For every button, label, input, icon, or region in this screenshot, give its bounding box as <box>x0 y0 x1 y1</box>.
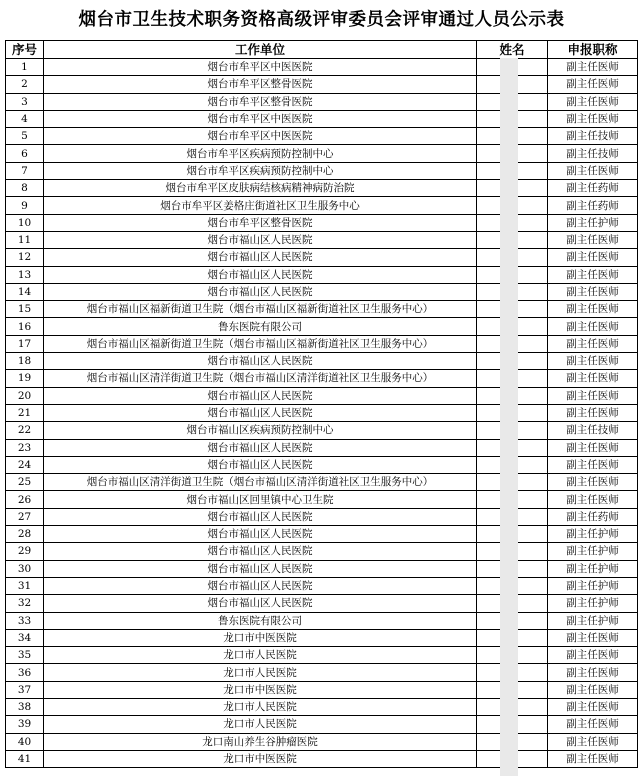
cell-title: 副主任医师 <box>548 283 638 300</box>
cell-unit: 龙口市人民医院 <box>44 664 477 681</box>
cell-unit: 龙口南山养生谷肿瘤医院 <box>44 733 477 750</box>
cell-seq: 35 <box>6 647 44 664</box>
cell-title: 副主任护师 <box>548 577 638 594</box>
cell-unit: 鲁东医院有限公司 <box>44 318 477 335</box>
cell-unit: 烟台市福山区福新街道卫生院（烟台市福山区福新街道社区卫生服务中心） <box>44 335 477 352</box>
cell-title: 副主任医师 <box>548 335 638 352</box>
cell-title: 副主任医师 <box>548 387 638 404</box>
cell-seq: 31 <box>6 577 44 594</box>
cell-title: 副主任医师 <box>548 110 638 127</box>
cell-seq: 18 <box>6 353 44 370</box>
cell-seq: 25 <box>6 474 44 491</box>
cell-unit: 烟台市福山区人民医院 <box>44 526 477 543</box>
cell-title: 副主任医师 <box>548 59 638 76</box>
cell-title: 副主任药师 <box>548 508 638 525</box>
cell-seq: 13 <box>6 266 44 283</box>
cell-unit: 烟台市福山区人民医院 <box>44 283 477 300</box>
table-row <box>6 716 638 733</box>
cell-seq: 33 <box>6 612 44 629</box>
cell-seq: 15 <box>6 301 44 318</box>
table-row <box>6 370 638 387</box>
cell-seq: 10 <box>6 214 44 231</box>
cell-title: 副主任医师 <box>548 647 638 664</box>
header-unit: 工作单位 <box>44 41 477 59</box>
cell-seq: 3 <box>6 93 44 110</box>
cell-unit: 鲁东医院有限公司 <box>44 612 477 629</box>
cell-seq: 19 <box>6 370 44 387</box>
cell-seq: 28 <box>6 526 44 543</box>
cell-unit: 烟台市牟平区整骨医院 <box>44 76 477 93</box>
cell-unit: 烟台市牟平区皮肤病结核病精神病防治院 <box>44 180 477 197</box>
table-row <box>6 474 638 491</box>
cell-unit: 龙口市人民医院 <box>44 647 477 664</box>
cell-unit: 烟台市福山区人民医院 <box>44 249 477 266</box>
cell-unit: 烟台市牟平区疾病预防控制中心 <box>44 162 477 179</box>
cell-unit: 烟台市福山区人民医院 <box>44 266 477 283</box>
table-row <box>6 629 638 646</box>
table-row <box>6 508 638 525</box>
cell-unit: 烟台市福山区人民医院 <box>44 508 477 525</box>
cell-title: 副主任医师 <box>548 231 638 248</box>
cell-seq: 9 <box>6 197 44 214</box>
cell-unit: 烟台市福山区人民医院 <box>44 387 477 404</box>
cell-unit: 龙口市中医医院 <box>44 629 477 646</box>
cell-seq: 16 <box>6 318 44 335</box>
table-row <box>6 318 638 335</box>
table-row <box>6 560 638 577</box>
cell-seq: 17 <box>6 335 44 352</box>
cell-unit: 烟台市牟平区疾病预防控制中心 <box>44 145 477 162</box>
cell-seq: 26 <box>6 491 44 508</box>
table-row <box>6 577 638 594</box>
cell-seq: 14 <box>6 283 44 300</box>
table-row <box>6 698 638 715</box>
cell-title: 副主任医师 <box>548 733 638 750</box>
cell-seq: 32 <box>6 595 44 612</box>
cell-unit: 烟台市福山区人民医院 <box>44 577 477 594</box>
cell-title: 副主任护师 <box>548 543 638 560</box>
cell-seq: 7 <box>6 162 44 179</box>
cell-unit: 烟台市福山区人民医院 <box>44 404 477 421</box>
personnel-table <box>5 40 638 768</box>
cell-title: 副主任护师 <box>548 612 638 629</box>
cell-seq: 20 <box>6 387 44 404</box>
cell-seq: 40 <box>6 733 44 750</box>
cell-seq: 6 <box>6 145 44 162</box>
table-row <box>6 664 638 681</box>
cell-title: 副主任医师 <box>548 698 638 715</box>
cell-title: 副主任医师 <box>548 474 638 491</box>
table-row <box>6 543 638 560</box>
table-row <box>6 197 638 214</box>
cell-unit: 烟台市福山区清洋街道卫生院（烟台市福山区清洋街道社区卫生服务中心） <box>44 474 477 491</box>
table-row <box>6 750 638 767</box>
cell-seq: 36 <box>6 664 44 681</box>
cell-unit: 烟台市福山区人民医院 <box>44 231 477 248</box>
table-row <box>6 301 638 318</box>
cell-seq: 37 <box>6 681 44 698</box>
table-row <box>6 491 638 508</box>
cell-seq: 27 <box>6 508 44 525</box>
table-row <box>6 595 638 612</box>
table-row <box>6 266 638 283</box>
table-row <box>6 612 638 629</box>
table-row <box>6 439 638 456</box>
cell-seq: 38 <box>6 698 44 715</box>
cell-seq: 22 <box>6 422 44 439</box>
table-row <box>6 249 638 266</box>
cell-title: 副主任护师 <box>548 214 638 231</box>
cell-unit: 烟台市福山区人民医院 <box>44 439 477 456</box>
cell-unit: 烟台市福山区人民医院 <box>44 543 477 560</box>
cell-title: 副主任医师 <box>548 318 638 335</box>
cell-seq: 8 <box>6 180 44 197</box>
cell-seq: 4 <box>6 110 44 127</box>
cell-seq: 39 <box>6 716 44 733</box>
cell-title: 副主任医师 <box>548 76 638 93</box>
cell-seq: 2 <box>6 76 44 93</box>
header-seq: 序号 <box>6 41 44 59</box>
cell-unit: 烟台市牟平区中医医院 <box>44 59 477 76</box>
header-name: 姓名 <box>477 41 548 59</box>
cell-title: 副主任医师 <box>548 439 638 456</box>
cell-seq: 11 <box>6 231 44 248</box>
table-row <box>6 422 638 439</box>
cell-title: 副主任医师 <box>548 750 638 767</box>
table-row <box>6 733 638 750</box>
table-row <box>6 283 638 300</box>
cell-title: 副主任护师 <box>548 560 638 577</box>
table-row <box>6 110 638 127</box>
cell-title: 副主任药师 <box>548 197 638 214</box>
cell-unit: 龙口市中医医院 <box>44 750 477 767</box>
cell-title: 副主任医师 <box>548 456 638 473</box>
cell-title: 副主任技师 <box>548 128 638 145</box>
cell-title: 副主任护师 <box>548 526 638 543</box>
table-row <box>6 681 638 698</box>
header-title: 申报职称 <box>548 41 638 59</box>
table-row <box>6 214 638 231</box>
cell-title: 副主任医师 <box>548 353 638 370</box>
table-row <box>6 335 638 352</box>
cell-title: 副主任技师 <box>548 422 638 439</box>
cell-title: 副主任医师 <box>548 681 638 698</box>
cell-unit: 龙口市人民医院 <box>44 716 477 733</box>
table-row <box>6 93 638 110</box>
cell-title: 副主任医师 <box>548 301 638 318</box>
cell-unit: 烟台市福山区清洋街道卫生院（烟台市福山区清洋街道社区卫生服务中心） <box>44 370 477 387</box>
cell-title: 副主任药师 <box>548 180 638 197</box>
cell-unit: 龙口市中医医院 <box>44 681 477 698</box>
cell-unit: 烟台市福山区人民医院 <box>44 353 477 370</box>
cell-unit: 烟台市福山区人民医院 <box>44 560 477 577</box>
cell-title: 副主任医师 <box>548 266 638 283</box>
cell-unit: 烟台市福山区福新街道卫生院（烟台市福山区福新街道社区卫生服务中心） <box>44 301 477 318</box>
table-header-row <box>6 41 638 59</box>
cell-unit: 烟台市福山区人民医院 <box>44 456 477 473</box>
cell-unit: 烟台市牟平区姜格庄街道社区卫生服务中心 <box>44 197 477 214</box>
table-row <box>6 456 638 473</box>
cell-unit: 烟台市福山区回里镇中心卫生院 <box>44 491 477 508</box>
cell-title: 副主任护师 <box>548 595 638 612</box>
table-row <box>6 128 638 145</box>
cell-unit: 烟台市牟平区中医医院 <box>44 110 477 127</box>
cell-seq: 5 <box>6 128 44 145</box>
table-row <box>6 162 638 179</box>
cell-seq: 34 <box>6 629 44 646</box>
cell-title: 副主任医师 <box>548 162 638 179</box>
cell-title: 副主任医师 <box>548 93 638 110</box>
cell-title: 副主任医师 <box>548 629 638 646</box>
cell-title: 副主任医师 <box>548 249 638 266</box>
cell-seq: 1 <box>6 59 44 76</box>
table-row <box>6 180 638 197</box>
table-row <box>6 76 638 93</box>
table-row <box>6 231 638 248</box>
cell-seq: 21 <box>6 404 44 421</box>
cell-seq: 29 <box>6 543 44 560</box>
cell-unit: 龙口市人民医院 <box>44 698 477 715</box>
cell-seq: 12 <box>6 249 44 266</box>
cell-seq: 41 <box>6 750 44 767</box>
cell-unit: 烟台市福山区人民医院 <box>44 595 477 612</box>
table-row <box>6 404 638 421</box>
table-row <box>6 353 638 370</box>
cell-unit: 烟台市福山区疾病预防控制中心 <box>44 422 477 439</box>
table-row <box>6 526 638 543</box>
cell-title: 副主任医师 <box>548 404 638 421</box>
table-row <box>6 145 638 162</box>
cell-title: 副主任医师 <box>548 491 638 508</box>
cell-unit: 烟台市牟平区中医医院 <box>44 128 477 145</box>
redaction-bar <box>500 58 518 776</box>
cell-unit: 烟台市牟平区整骨医院 <box>44 93 477 110</box>
cell-unit: 烟台市牟平区整骨医院 <box>44 214 477 231</box>
cell-seq: 30 <box>6 560 44 577</box>
document-title: 烟台市卫生技术职务资格高级评审委员会评审通过人员公示表 <box>78 10 565 30</box>
cell-seq: 23 <box>6 439 44 456</box>
table-row <box>6 387 638 404</box>
cell-title: 副主任医师 <box>548 664 638 681</box>
table-row <box>6 647 638 664</box>
cell-title: 副主任医师 <box>548 716 638 733</box>
cell-seq: 24 <box>6 456 44 473</box>
cell-title: 副主任技师 <box>548 145 638 162</box>
cell-title: 副主任医师 <box>548 370 638 387</box>
table-row <box>6 59 638 76</box>
